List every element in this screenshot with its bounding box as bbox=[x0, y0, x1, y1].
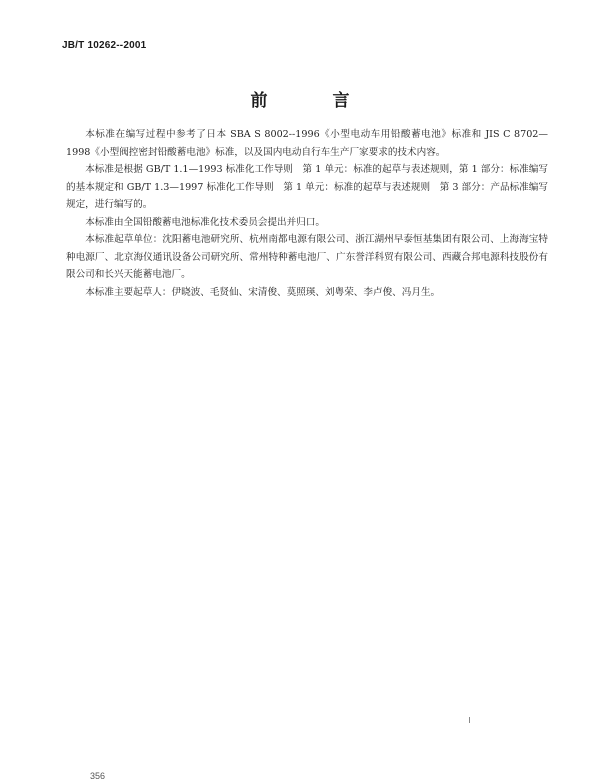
page-title: 前 言 bbox=[250, 91, 374, 111]
paragraph-main-drafters: 本标准主要起草人：伊晓波、毛贤仙、宋清俊、莫照瑛、刘粤荣、李卢俊、冯月生。 bbox=[85, 286, 441, 298]
paragraph-references: 本标准在编写过程中参考了日本 SBA S 8002--1996《小型电动车用铅酸蓄电池》标准和 JIS C 8702—1998《小型阀控密封铅酸蓄电池》标准，以及国内电动自行车生产厂家要求的技术内容。 bbox=[66, 129, 548, 158]
standard-code: JB/T 10262--2001 bbox=[62, 40, 147, 51]
scan-mark bbox=[469, 717, 470, 723]
paragraph-drafting-basis: 本标准是根据 GB/T 1.1—1993 标准化工作导则 第 1 单元：标准的起草与表述规则，第 1 部分：标准编写的基本规定和 GB/T 1.3—1997 标准化工作导则 第 1 单元：标准的起草与表述规则 第 3 部分：产品标准编写规定，进行编写的。 bbox=[66, 164, 548, 210]
paragraph-proposer: 本标准由全国铅酸蓄电池标准化技术委员会提出并归口。 bbox=[85, 216, 326, 228]
foreword-body bbox=[66, 126, 548, 301]
paragraph-drafting-units: 本标准起草单位：沈阳蓄电池研究所、杭州南都电源有限公司、浙江湖州早泰恒基集团有限公司、上海海宝特种电源厂、北京海仪通讯设备公司研究所、常州特种蓄电池厂、广东誉洋科贸有限公司、西藏合邦电源科技股份有限公司和长兴天能蓄电池厂。 bbox=[66, 234, 548, 280]
page-number: 356 bbox=[90, 771, 106, 781]
